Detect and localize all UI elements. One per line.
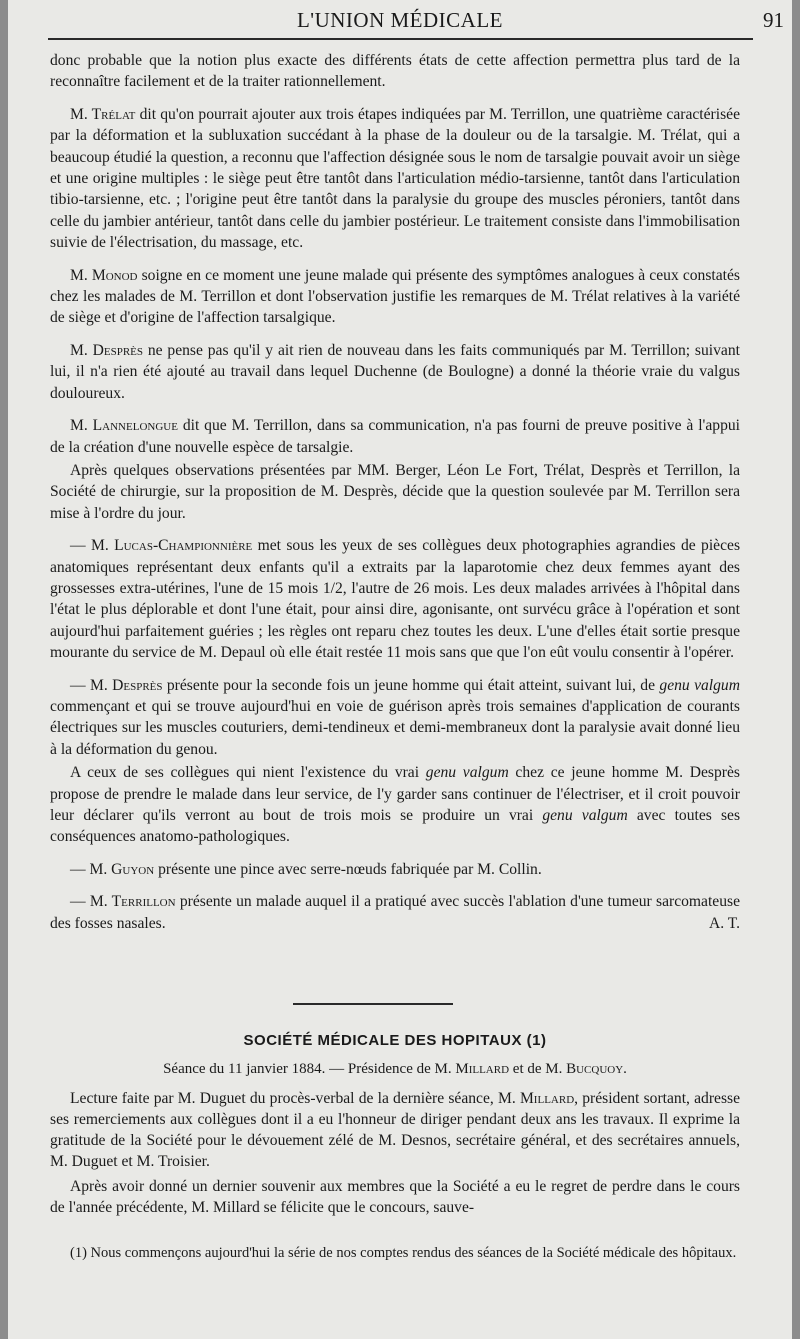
paragraph-text: avec toutes ses conséquences anatomo-pathologiques. <box>50 807 741 846</box>
journal-title: L'UNION MÉDICALE <box>296 8 503 32</box>
paragraph-text: ne pense pas qu'il y ait rien de nouveau dans les faits communiqués par M. Terrillon; suivant lui, il n'a rien été ajouté au travail dans lequel Duchenne (de Boulogne) a donné la théorie vraie du valgus douloureux. <box>50 341 740 402</box>
header-rule <box>48 38 753 40</box>
dash: — <box>70 676 90 694</box>
speaker-name: M. Desprès <box>89 676 163 694</box>
paragraph-continuation <box>50 50 740 93</box>
paragraph-text: dit que M. Terrillon, dans sa communication, n'a pas fourni de preuve positive à l'appui de la création d'une nouvelle espèce de tarsalgie. <box>50 417 740 456</box>
italic-term: genu valgum <box>542 807 628 824</box>
paragraph-guyon <box>50 859 740 880</box>
paragraph-text: commençant et qui se trouve aujourd'hui en voie de guérison après trois semaines d'application de courants électriques sur les muscles couturiers, demi-tendineux et demi-membraneux dont la paralysie avait donné lieu à la déformation du genou. <box>50 697 740 758</box>
speaker-name: M. Trélat <box>70 105 136 123</box>
seance-line <box>50 1059 740 1080</box>
speaker-name: M. Desprès <box>70 341 143 359</box>
seance-text: Séance du 11 janvier 1884. — Présidence de <box>163 1061 435 1077</box>
paragraph-despres <box>50 340 740 404</box>
paragraph-text: Après avoir donné un dernier souvenir aux membres que la Société a eu le regret de perdre dans le cours de l'année précédente, M. Millard se félicite que le concours, sauve- <box>50 1178 740 1216</box>
footnote-text: (1) Nous commençons aujourd'hui la série de nos comptes rendus des séances de la Société médicale des hôpitaux. <box>70 1245 737 1261</box>
paragraph-discussion <box>50 460 740 524</box>
paragraph-monod <box>50 265 740 329</box>
paragraph-terrillon <box>50 891 740 934</box>
paragraph-trelat <box>50 104 740 254</box>
seance-text: et de <box>509 1061 546 1077</box>
paragraph-text: donc probable que la notion plus exacte des différents états de cette affection permettra plus tard de la reconnaître facilement et de la traiter rationnellement. <box>50 52 740 91</box>
paragraph-souvenir <box>50 1176 740 1218</box>
page-number: 91 <box>763 8 784 32</box>
paragraph-lucas-championniere <box>50 535 740 663</box>
author-signature: A. T. <box>708 914 740 932</box>
dash: — <box>70 537 91 555</box>
dash: — <box>70 860 90 878</box>
speaker-name: M. Terrillon <box>89 893 176 911</box>
paragraph-despres-proposal <box>50 762 740 848</box>
paragraph-text: met sous les yeux de ses collègues deux photographies agrandies de pièces anatomiques représentant deux enfants qu'il a extraits par la laparotomie chez deux femmes ayant des grossesses extra-utérines, l'une de 15 mois 1/2, l'autre de 26 mois. Les deux malades arrivées à l'hôpital dans l'état le plus déplorable et dont l'une était, pour ainsi dire, agonisante, ont survécu grâce à l'opération et sont aujourd'hui parfaitement guéries ; les règles ont reparu chez toutes les deux. L'une d'elles était sortie presque mourante du service de M. Depaul où elle était restée 11 mois sans que que l'on eût voulu consentir à l'opérer. <box>50 537 741 662</box>
dash: — <box>70 893 90 911</box>
section-societe-medicale <box>50 1022 740 1222</box>
paragraph-text: présente pour la seconde fois un jeune homme qui était atteint, suivant lui, de <box>162 676 660 694</box>
paragraph-lannelongue <box>50 415 740 458</box>
speaker-name: M. Millard <box>497 1090 575 1107</box>
section-heading: SOCIÉTÉ MÉDICALE DES HOPITAUX (1) <box>243 1032 547 1049</box>
paragraph-text: A ceux de ses collègues qui nient l'existence du vrai <box>70 764 426 782</box>
paragraph-text: présente un malade auquel il a pratiqué avec succès l'ablation d'une tumeur sarcomateuse des fosses nasales. <box>50 893 741 932</box>
speaker-name: M. Monod <box>70 266 138 284</box>
italic-term: genu valgum <box>659 676 740 694</box>
paragraph-text: dit qu'on pourrait ajouter aux trois étapes indiquées par M. Terrillon, une quatrième caractérisée par la déformation et la subluxation succédant à la phase de la douleur ou de la tarsalgie. M. Trélat, qui a beaucoup étudié la question, a reconnu que l'affection désignée sous le nom de tarsalgie pouvait avoir un siège et une origine multiples : le siège peut être tantôt dans l'articulation médio-tarsienne, tantôt dans l'articulation tibio-tarsienne, etc. ; l'origine peut être tantôt dans la paralysie du groupe des muscles péroniers, tantôt dans celle du jambier antérieur, tantôt dans celle du jambier postérieur. Le traitement consiste dans l'immobilisation suivie de l'électrisation, du massage, etc. <box>50 105 740 252</box>
section-separator <box>293 1003 453 1005</box>
journal-page <box>8 0 792 1339</box>
page-header <box>8 6 792 36</box>
paragraph-despres-genu <box>50 675 740 761</box>
seance-text: . <box>623 1061 627 1077</box>
paragraph-text: présente une pince avec serre-nœuds fabriquée par M. Collin. <box>154 860 542 878</box>
paragraph-text: chez ce jeune homme M. Desprès propose de prendre le malade dans leur service, de l'y garder sans continuer de l'électriser, et il croit pouvoir leur déclarer qu'ils verront au bout de trois mois se produire un vrai <box>50 764 740 824</box>
paragraph-text: Lecture faite par M. Duguet du procès-verbal de la dernière séance, <box>70 1090 498 1107</box>
footnote <box>50 1244 740 1263</box>
speaker-name: M. Lannelongue <box>70 417 178 435</box>
speaker-name: M. Lucas-Championnière <box>90 537 253 555</box>
paragraph-lecture <box>50 1088 740 1172</box>
paragraph-text: Après quelques observations présentées par MM. Berger, Léon Le Fort, Trélat, Desprès et Terrillon, la Société de chirurgie, sur la proposition de M. Desprès, décide que la question soulevée par M. Terrillon sera mise à l'ordre du jour. <box>50 461 740 522</box>
article-body <box>50 50 740 945</box>
italic-term: genu valgum <box>425 764 509 782</box>
paragraph-text: , président sortant, adresse ses remerciements aux collègues dont il a eu l'honneur de diriger pendant deux ans les travaux. Il exprime la gratitude de la Société pour le dévouement zélé de M. Desnos, secrétaire général, et des secrétaires annuels, M. Duguet et M. Troisier. <box>50 1090 741 1170</box>
president-name: M. Bucquoy <box>545 1061 624 1077</box>
speaker-name: M. Guyon <box>89 860 155 878</box>
president-name: M. Millard <box>434 1061 510 1077</box>
paragraph-text: soigne en ce moment une jeune malade qui présente des symptômes analogues à ceux constatés chez les malades de M. Terrillon et dont l'observation justifie les remarques de M. Trélat relatives à la variété de siège et d'origine de l'affection tarsalgique. <box>50 266 740 327</box>
